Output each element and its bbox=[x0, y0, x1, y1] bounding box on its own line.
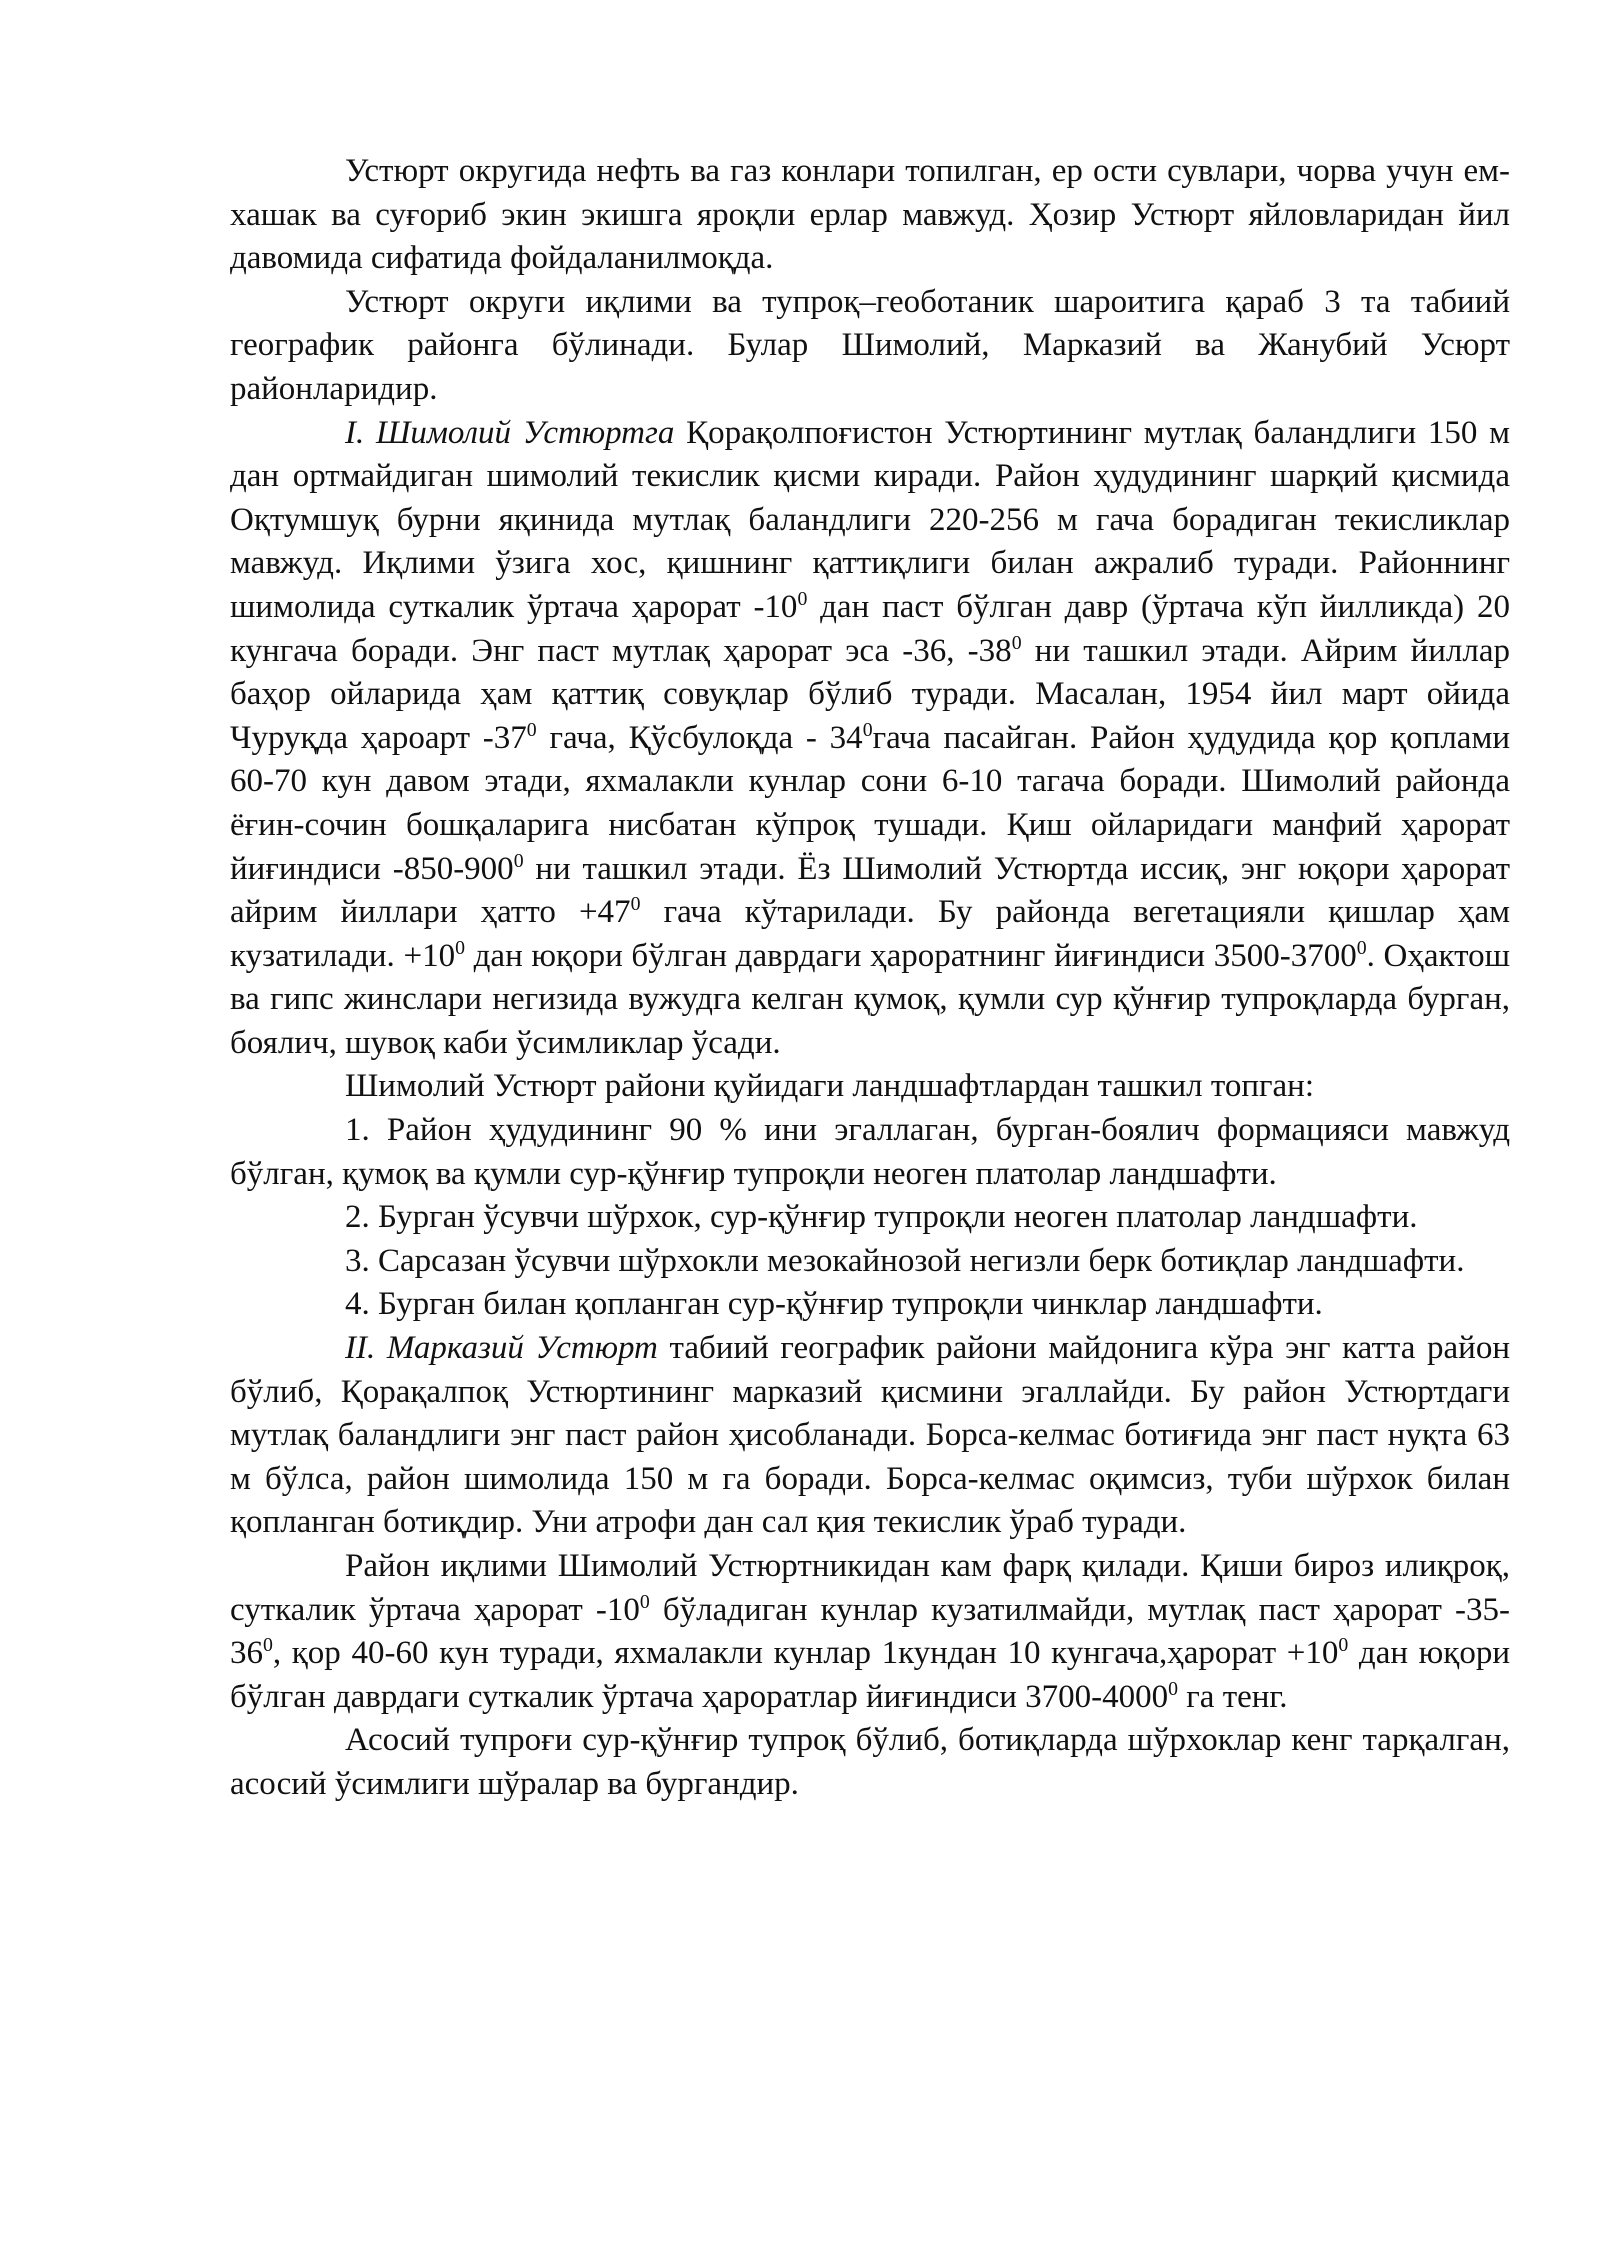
text-span: . Оҳактош ва гипс жинслари негизида вужудга келган қумоқ, қумли сур қўнғир тупроқларда бурган, боялич, шувоқ каби ўсимликлар ўсади. bbox=[230, 937, 1511, 1061]
text-span: ни ташкил этади. Ёз Шимолий Устюртда иссиқ, энг юқори ҳарорат айрим йиллари ҳатто +47 bbox=[230, 850, 1510, 931]
degree-mark: 0 bbox=[1338, 1634, 1349, 1657]
text-span: гача, Қўсбулоқда - 34 bbox=[536, 719, 863, 756]
degree-mark: 0 bbox=[1011, 631, 1022, 654]
degree-mark: 0 bbox=[630, 893, 641, 916]
list-item-landscape-4: 4. Бурган билан қопланган сур-қўнғир тупроқли чинклар ландшафти. bbox=[345, 1286, 1323, 1323]
degree-mark: 0 bbox=[1356, 936, 1367, 959]
text-span: дан юқори бўлган даврдаги ҳароратнинг йиғиндиси 3500-3700 bbox=[464, 937, 1357, 974]
paragraph-climate bbox=[230, 1545, 1510, 1719]
list-item-landscape-1: 1. Район ҳудудининг 90 % ини эгаллаган, бурган-боялич формацияси мавжуд бўлган, қумоқ ва қумли сур-қўнғир тупроқли неоген платолар ландшафти. bbox=[230, 1112, 1510, 1192]
degree-mark: 0 bbox=[526, 718, 537, 741]
text-span: Қорақолпоғистон Устюртининг мутлақ баландлиги 150 м дан ортмайдиган шимолий текислик қисми киради. Район ҳудудининг шарқий қисмида Оқтумшуқ бурни яқинида мутлақ баландлиги 220-256 м гача борадиган текисликлар мавжуд. Иқлими ўзига хос, қишнинг қаттиқлиги билан ажралиб туради. Районнинг шимолида суткалик ўртача ҳарорат -10 bbox=[230, 414, 1510, 625]
text-span: ни ташкил этади. Айрим йиллар баҳор ойларида ҳам қаттиқ совуқлар бўлиб туради. Масалан, 1954 йил март ойида Чуруқда ҳароарт -37 bbox=[230, 632, 1511, 756]
text-span: га тенг. bbox=[1178, 1678, 1288, 1715]
paragraph-central-ustyurt bbox=[230, 1327, 1510, 1545]
text-span: Район иқлими Шимолий Устюртникидан кам фарқ қилади. Қиши бироз илиқроқ, суткалик ўртача ҳарорат -10 bbox=[230, 1548, 1510, 1628]
degree-mark: 0 bbox=[639, 1590, 650, 1613]
document-page bbox=[230, 150, 1510, 1807]
list-item-landscape-3: 3. Сарсазан ўсувчи шўрхокли мезокайнозой негизли берк ботиқлар ландшафти. bbox=[345, 1242, 1465, 1279]
text-span: дан юқори бўлган даврдаги суткалик ўртача ҳароратлар йиғиндиси 3700-4000 bbox=[230, 1635, 1510, 1715]
paragraph-oil-gas: Устюрт округида нефть ва газ конлари топилган, ер ости сувлари, чорва учун ем-хашак ва суғориб экин экишга яроқли ерлар мавжуд. Ҳозир Устюрт яйловларидан йил давомида сифатида фойдаланилмоқда. bbox=[230, 153, 1510, 277]
list-item-landscape-2: 2. Бурган ўсувчи шўрхок, сур-қўнғир тупроқли неоген платолар ландшафти. bbox=[345, 1199, 1418, 1236]
degree-mark: 0 bbox=[263, 1634, 273, 1657]
degree-mark: 0 bbox=[797, 587, 808, 610]
section-heading-north: I. Шимолий Устюртга bbox=[345, 414, 675, 451]
text-span: гача кўтарилади. Бу районда вегетацияли қишлар ҳам кузатилади. +10 bbox=[230, 894, 1510, 974]
text-span: табиий географик райони майдонига кўра энг катта район бўлиб, Қорақалпоқ Устюртининг марказий қисмини эгаллайди. Бу район Устюртдаги мутлақ баландлиги энг паст район ҳисобланади. Борса-келмас ботиғида энг паст нуқта 63 м бўлса, район шимолида 150 м га боради. Борса-келмас оқимсиз, туби шўрхок билан қопланган ботиқдир. Уни атрофи дан сал қия текислик ўраб туради. bbox=[230, 1330, 1510, 1541]
paragraph-regions: Устюрт округи иқлими ва тупроқ–геоботаник шароитига қараб 3 та табиий географик районга бўлинади. Булар Шимолий, Марказий ва Жанубий Усюрт районларидир. bbox=[230, 283, 1510, 407]
paragraph-north-ustyurt bbox=[230, 412, 1510, 1066]
degree-mark: 0 bbox=[862, 718, 873, 741]
text-span: гача пасайган. Район ҳудудида қор қоплами 60-70 кун давом этади, яхмалакли кунлар сони 6-10 тагача боради. Шимолий районда ёғин-сочин бошқаларига нисбатан кўпроқ тушади. Қиш ойларидаги манфий ҳарорат йиғиндиси -850-900 bbox=[230, 719, 1510, 887]
paragraph-soil: Асосий тупроғи сур-қўнғир тупроқ бўлиб, ботиқларда шўрхоклар кенг тарқалган, асосий ўсимлиги шўралар ва бургандир. bbox=[230, 1722, 1510, 1802]
text-span: дан паст бўлган давр (ўртача кўп йилликда) 20 кунгача боради. Энг паст мутлақ ҳарорат эса -36, -38 bbox=[230, 588, 1510, 669]
text-span: , қор 40-60 кун туради, яхмалакли кунлар 1кундан 10 кунгача,ҳарорат +10 bbox=[272, 1635, 1339, 1672]
section-heading-central: II. Марказий Устюрт bbox=[345, 1330, 658, 1367]
degree-mark: 0 bbox=[1168, 1677, 1179, 1700]
degree-mark: 0 bbox=[513, 849, 524, 872]
text-span: бўладиган кунлар кузатилмайди, мутлақ паст ҳарорат -35-36 bbox=[230, 1591, 1510, 1672]
paragraph-landscapes-intro: Шимолий Устюрт райони қуйидаги ландшафтлардан ташкил топган: bbox=[345, 1068, 1314, 1105]
degree-mark: 0 bbox=[455, 936, 465, 959]
